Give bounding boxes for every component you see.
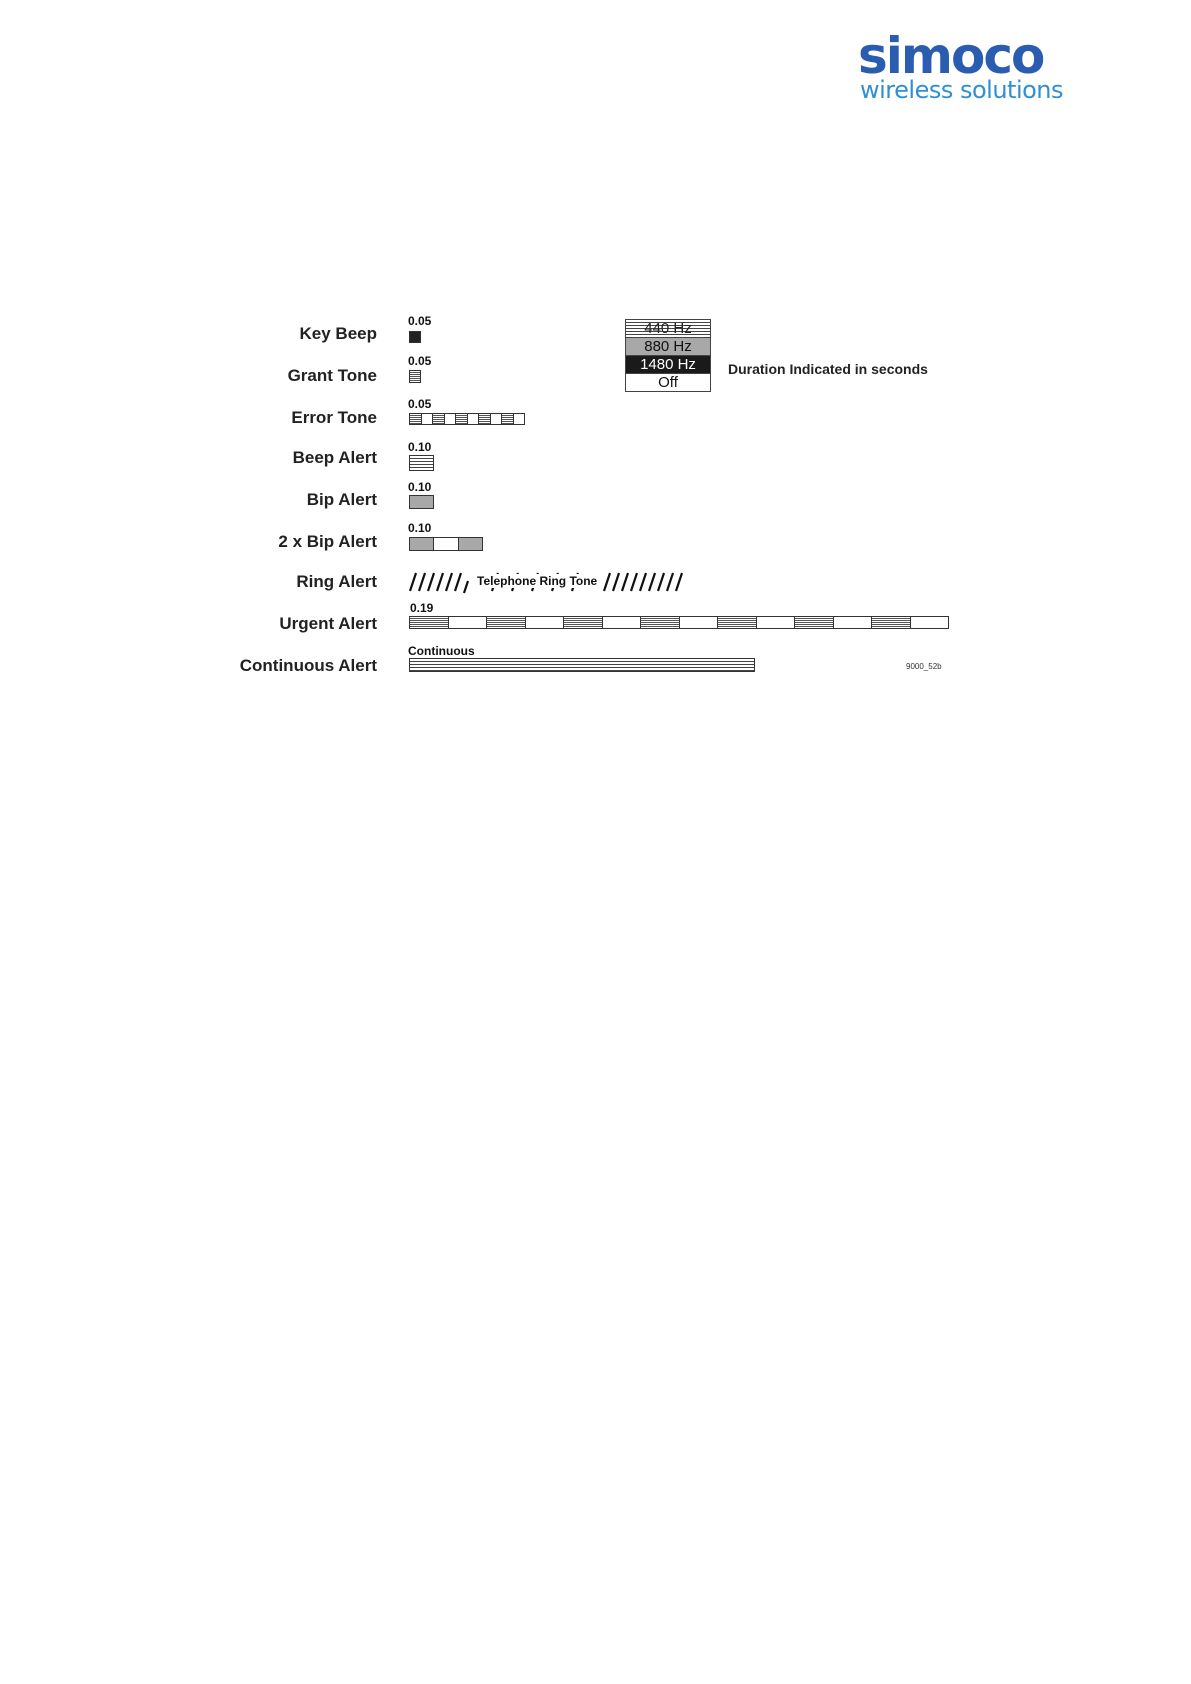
urgent-off <box>525 616 564 629</box>
urgent-off <box>679 616 718 629</box>
urgent-tone <box>717 616 757 629</box>
figure-reference: 9000_52b <box>906 662 942 671</box>
label-continuous-alert: Continuous Alert <box>239 656 377 675</box>
urgent-off <box>910 616 949 629</box>
label-ring-alert: Ring Alert <box>296 572 377 591</box>
key-beep-segment <box>409 331 421 343</box>
bip-alert-segment <box>409 495 434 509</box>
label-2x-bip-alert: 2 x Bip Alert <box>278 532 377 551</box>
duration-grant-tone: 0.05 <box>408 354 432 368</box>
label-urgent-alert: Urgent Alert <box>279 614 377 633</box>
label-beep-alert: Beep Alert <box>292 448 377 467</box>
urgent-tone <box>563 616 603 629</box>
simoco-logo <box>858 27 1064 106</box>
duration-key-beep: 0.05 <box>408 314 432 328</box>
urgent-off <box>833 616 872 629</box>
grant-tone-segment <box>409 370 421 383</box>
urgent-off <box>756 616 795 629</box>
duration-note: Duration Indicated in seconds <box>728 361 928 377</box>
logo-brand: simoco <box>858 27 1044 85</box>
urgent-tone <box>486 616 526 629</box>
2x-bip-tone-2 <box>458 537 483 551</box>
legend-880hz: 880 Hz <box>625 337 711 356</box>
label-grant-tone: Grant Tone <box>287 366 377 385</box>
2x-bip-tone-1 <box>409 537 434 551</box>
urgent-off <box>602 616 641 629</box>
label-key-beep: Key Beep <box>299 324 377 343</box>
2x-bip-off <box>433 537 459 551</box>
urgent-tone <box>871 616 911 629</box>
ring-tone-label: Telephone Ring Tone <box>477 574 598 588</box>
duration-beep-alert: 0.10 <box>408 440 432 454</box>
legend-off: Off <box>625 373 711 392</box>
duration-bip-alert: 0.10 <box>408 480 432 494</box>
duration-2x-bip-alert: 0.10 <box>408 521 432 535</box>
label-bip-alert: Bip Alert <box>306 490 377 509</box>
label-error-tone: Error Tone <box>291 408 377 427</box>
beep-alert-segment <box>409 455 434 471</box>
duration-error-tone: 0.05 <box>408 397 432 411</box>
legend-1480hz: 1480 Hz <box>625 355 711 374</box>
duration-continuous-alert: Continuous <box>408 644 475 658</box>
urgent-tone <box>794 616 834 629</box>
urgent-tone <box>409 616 449 629</box>
urgent-off <box>448 616 487 629</box>
frequency-legend <box>625 320 711 392</box>
urgent-tone <box>640 616 680 629</box>
legend-440hz: 440 Hz <box>625 319 711 338</box>
continuous-alert-segment <box>409 658 755 672</box>
duration-urgent-alert: 0.19 <box>410 601 434 615</box>
logo-tagline: wireless solutions <box>860 76 1064 104</box>
error-tone-off <box>513 413 525 425</box>
